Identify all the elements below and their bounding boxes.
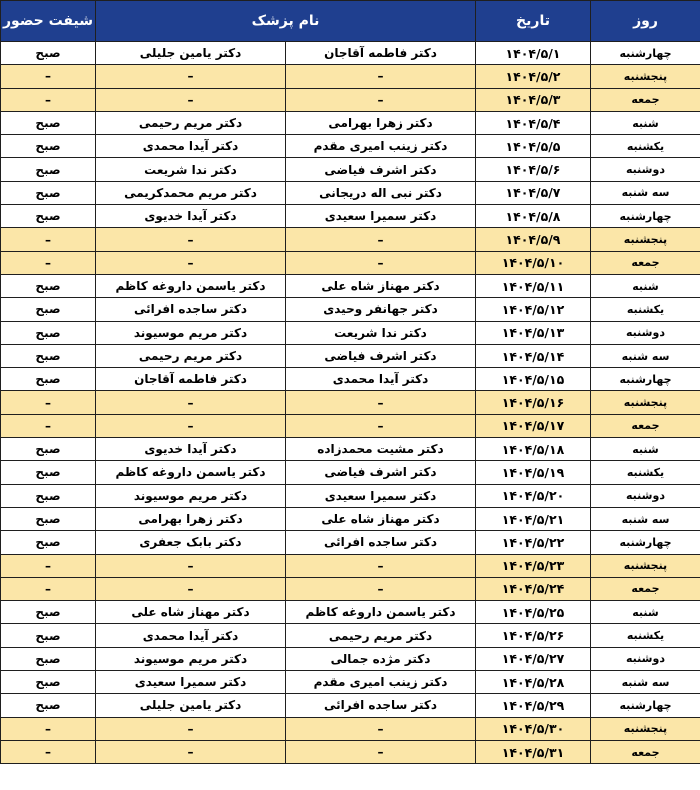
- shift-cell: صبح: [1, 647, 96, 670]
- day-cell: دوشنبه: [591, 484, 700, 507]
- shift-cell: –: [1, 577, 96, 600]
- shift-cell: صبح: [1, 694, 96, 717]
- table-row: [1, 274, 700, 297]
- shift-cell: –: [1, 228, 96, 251]
- header-date: تاریخ: [476, 1, 591, 42]
- doctor-secondary-cell: دکتر مریم محمدکریمی: [96, 181, 286, 204]
- day-cell: پنجشنبه: [591, 717, 700, 740]
- table-row: [1, 671, 700, 694]
- doctor-secondary-cell: –: [96, 251, 286, 274]
- doctor-primary-cell: دکتر مریم رحیمی: [286, 624, 476, 647]
- day-cell: جمعه: [591, 577, 700, 600]
- date-cell: ۱۴۰۴/۵/۱۶: [476, 391, 591, 414]
- day-cell: سه شنبه: [591, 671, 700, 694]
- table-row: [1, 717, 700, 740]
- doctor-primary-cell: –: [286, 717, 476, 740]
- shift-cell: صبح: [1, 42, 96, 65]
- shift-cell: –: [1, 414, 96, 437]
- day-cell: پنجشنبه: [591, 65, 700, 88]
- table-row: [1, 135, 700, 158]
- doctor-secondary-cell: –: [96, 65, 286, 88]
- date-cell: ۱۴۰۴/۵/۱۱: [476, 274, 591, 297]
- table-row: [1, 531, 700, 554]
- doctor-secondary-cell: –: [96, 577, 286, 600]
- date-cell: ۱۴۰۴/۵/۱: [476, 42, 591, 65]
- date-cell: ۱۴۰۴/۵/۳۰: [476, 717, 591, 740]
- day-cell: جمعه: [591, 88, 700, 111]
- date-cell: ۱۴۰۴/۵/۱۸: [476, 438, 591, 461]
- shift-cell: صبح: [1, 274, 96, 297]
- date-cell: ۱۴۰۴/۵/۶: [476, 158, 591, 181]
- doctor-secondary-cell: –: [96, 740, 286, 763]
- doctor-secondary-cell: –: [96, 228, 286, 251]
- doctor-primary-cell: –: [286, 554, 476, 577]
- doctor-secondary-cell: دکتر مریم موسیوند: [96, 647, 286, 670]
- table-row: [1, 111, 700, 134]
- doctor-secondary-cell: دکتر مریم رحیمی: [96, 344, 286, 367]
- table-row: [1, 438, 700, 461]
- header-shift: شیفت حضور: [1, 1, 96, 42]
- shift-cell: صبح: [1, 321, 96, 344]
- doctor-secondary-cell: دکتر مریم رحیمی: [96, 111, 286, 134]
- doctor-primary-cell: دکتر سمیرا سعیدی: [286, 484, 476, 507]
- day-cell: دوشنبه: [591, 321, 700, 344]
- doctor-primary-cell: دکتر یاسمن داروغه کاظم: [286, 601, 476, 624]
- table-row: [1, 554, 700, 577]
- doctor-primary-cell: –: [286, 65, 476, 88]
- date-cell: ۱۴۰۴/۵/۹: [476, 228, 591, 251]
- table-row: [1, 507, 700, 530]
- doctor-primary-cell: دکتر ساجده افرائی: [286, 531, 476, 554]
- shift-cell: –: [1, 251, 96, 274]
- day-cell: سه شنبه: [591, 344, 700, 367]
- table-row: [1, 601, 700, 624]
- day-cell: جمعه: [591, 740, 700, 763]
- doctor-secondary-cell: دکتر مریم موسیوند: [96, 484, 286, 507]
- date-cell: ۱۴۰۴/۵/۱۴: [476, 344, 591, 367]
- doctor-secondary-cell: دکتر یامین جلیلی: [96, 694, 286, 717]
- date-cell: ۱۴۰۴/۵/۱۰: [476, 251, 591, 274]
- doctor-secondary-cell: دکتر فاطمه آقاجان: [96, 368, 286, 391]
- table-row: [1, 344, 700, 367]
- shift-cell: صبح: [1, 158, 96, 181]
- doctor-primary-cell: –: [286, 228, 476, 251]
- table-row: [1, 461, 700, 484]
- table-row: [1, 158, 700, 181]
- table-row: [1, 368, 700, 391]
- day-cell: دوشنبه: [591, 647, 700, 670]
- doctor-primary-cell: دکتر مشیت محمدزاده: [286, 438, 476, 461]
- shift-cell: صبح: [1, 671, 96, 694]
- date-cell: ۱۴۰۴/۵/۲۶: [476, 624, 591, 647]
- date-cell: ۱۴۰۴/۵/۲۹: [476, 694, 591, 717]
- doctor-secondary-cell: دکتر یامین جلیلی: [96, 42, 286, 65]
- shift-cell: –: [1, 391, 96, 414]
- doctor-primary-cell: دکتر ندا شریعت: [286, 321, 476, 344]
- day-cell: چهارشنبه: [591, 531, 700, 554]
- shift-cell: صبح: [1, 344, 96, 367]
- day-cell: جمعه: [591, 251, 700, 274]
- date-cell: ۱۴۰۴/۵/۲۰: [476, 484, 591, 507]
- day-cell: شنبه: [591, 111, 700, 134]
- date-cell: ۱۴۰۴/۵/۲۴: [476, 577, 591, 600]
- doctor-primary-cell: دکتر اشرف فیاضی: [286, 158, 476, 181]
- table-row: [1, 42, 700, 65]
- day-cell: چهارشنبه: [591, 694, 700, 717]
- table-row: [1, 65, 700, 88]
- shift-cell: –: [1, 740, 96, 763]
- doctor-primary-cell: دکتر اشرف فیاضی: [286, 344, 476, 367]
- day-cell: چهارشنبه: [591, 42, 700, 65]
- date-cell: ۱۴۰۴/۵/۱۹: [476, 461, 591, 484]
- date-cell: ۱۴۰۴/۵/۲۳: [476, 554, 591, 577]
- doctor-primary-cell: دکتر زینب امیری مقدم: [286, 671, 476, 694]
- doctor-secondary-cell: –: [96, 717, 286, 740]
- doctor-primary-cell: –: [286, 88, 476, 111]
- day-cell: سه شنبه: [591, 507, 700, 530]
- header-row: [1, 1, 700, 42]
- doctor-primary-cell: دکتر مهناز شاه علی: [286, 507, 476, 530]
- shift-cell: صبح: [1, 601, 96, 624]
- day-cell: یکشنبه: [591, 135, 700, 158]
- doctor-secondary-cell: دکتر ساجده افرائی: [96, 298, 286, 321]
- doctor-secondary-cell: دکتر مریم موسیوند: [96, 321, 286, 344]
- doctor-secondary-cell: دکتر بابک جعفری: [96, 531, 286, 554]
- shift-cell: صبح: [1, 111, 96, 134]
- shift-cell: صبح: [1, 531, 96, 554]
- day-cell: شنبه: [591, 601, 700, 624]
- doctor-primary-cell: دکتر فاطمه آقاجان: [286, 42, 476, 65]
- day-cell: پنجشنبه: [591, 391, 700, 414]
- table-header: [1, 1, 700, 42]
- doctor-secondary-cell: دکتر یاسمن داروغه کاظم: [96, 274, 286, 297]
- doctor-secondary-cell: –: [96, 88, 286, 111]
- doctor-secondary-cell: دکتر یاسمن داروغه کاظم: [96, 461, 286, 484]
- table-row: [1, 624, 700, 647]
- day-cell: چهارشنبه: [591, 368, 700, 391]
- date-cell: ۱۴۰۴/۵/۳: [476, 88, 591, 111]
- day-cell: سه شنبه: [591, 181, 700, 204]
- table-row: [1, 414, 700, 437]
- doctor-secondary-cell: –: [96, 414, 286, 437]
- date-cell: ۱۴۰۴/۵/۳۱: [476, 740, 591, 763]
- table-body: [1, 42, 700, 764]
- doctor-primary-cell: دکتر ساجده افرائی: [286, 694, 476, 717]
- date-cell: ۱۴۰۴/۵/۲۵: [476, 601, 591, 624]
- table-row: [1, 88, 700, 111]
- doctor-secondary-cell: دکتر زهرا بهرامی: [96, 507, 286, 530]
- day-cell: پنجشنبه: [591, 554, 700, 577]
- date-cell: ۱۴۰۴/۵/۲۸: [476, 671, 591, 694]
- table-row: [1, 251, 700, 274]
- doctor-secondary-cell: دکتر آیدا خدیوی: [96, 205, 286, 228]
- doctor-secondary-cell: دکتر سمیرا سعیدی: [96, 671, 286, 694]
- date-cell: ۱۴۰۴/۵/۲۱: [476, 507, 591, 530]
- doctor-primary-cell: –: [286, 391, 476, 414]
- shift-cell: –: [1, 88, 96, 111]
- doctor-secondary-cell: دکتر ندا شریعت: [96, 158, 286, 181]
- shift-cell: صبح: [1, 624, 96, 647]
- doctor-secondary-cell: –: [96, 391, 286, 414]
- day-cell: جمعه: [591, 414, 700, 437]
- table-row: [1, 740, 700, 763]
- table-row: [1, 298, 700, 321]
- doctor-primary-cell: –: [286, 414, 476, 437]
- date-cell: ۱۴۰۴/۵/۱۳: [476, 321, 591, 344]
- date-cell: ۱۴۰۴/۵/۲۷: [476, 647, 591, 670]
- date-cell: ۱۴۰۴/۵/۱۵: [476, 368, 591, 391]
- day-cell: چهارشنبه: [591, 205, 700, 228]
- table-row: [1, 205, 700, 228]
- doctor-secondary-cell: دکتر آیدا محمدی: [96, 624, 286, 647]
- shift-cell: –: [1, 717, 96, 740]
- shift-cell: صبح: [1, 298, 96, 321]
- doctor-primary-cell: دکتر مهناز شاه علی: [286, 274, 476, 297]
- shift-cell: صبح: [1, 135, 96, 158]
- date-cell: ۱۴۰۴/۵/۴: [476, 111, 591, 134]
- doctor-primary-cell: دکتر سمیرا سعیدی: [286, 205, 476, 228]
- doctor-primary-cell: دکتر زهرا بهرامی: [286, 111, 476, 134]
- shift-cell: –: [1, 554, 96, 577]
- table-row: [1, 694, 700, 717]
- day-cell: یکشنبه: [591, 461, 700, 484]
- date-cell: ۱۴۰۴/۵/۱۲: [476, 298, 591, 321]
- table-row: [1, 321, 700, 344]
- shift-cell: صبح: [1, 507, 96, 530]
- day-cell: دوشنبه: [591, 158, 700, 181]
- doctor-secondary-cell: دکتر مهناز شاه علی: [96, 601, 286, 624]
- date-cell: ۱۴۰۴/۵/۵: [476, 135, 591, 158]
- doctor-primary-cell: –: [286, 577, 476, 600]
- shift-cell: صبح: [1, 205, 96, 228]
- header-doctor-name: نام پزشک: [96, 1, 476, 42]
- doctor-primary-cell: دکتر جهانفر وحیدی: [286, 298, 476, 321]
- shift-cell: –: [1, 65, 96, 88]
- doctor-primary-cell: دکتر زینب امیری مقدم: [286, 135, 476, 158]
- day-cell: یکشنبه: [591, 624, 700, 647]
- date-cell: ۱۴۰۴/۵/۸: [476, 205, 591, 228]
- doctor-primary-cell: دکتر آیدا محمدی: [286, 368, 476, 391]
- table-row: [1, 391, 700, 414]
- doctor-secondary-cell: –: [96, 554, 286, 577]
- doctor-secondary-cell: دکتر آیدا محمدی: [96, 135, 286, 158]
- table-row: [1, 647, 700, 670]
- day-cell: شنبه: [591, 438, 700, 461]
- day-cell: شنبه: [591, 274, 700, 297]
- doctor-primary-cell: دکتر اشرف فیاضی: [286, 461, 476, 484]
- date-cell: ۱۴۰۴/۵/۲: [476, 65, 591, 88]
- header-day: روز: [591, 1, 700, 42]
- day-cell: یکشنبه: [591, 298, 700, 321]
- doctor-primary-cell: –: [286, 251, 476, 274]
- shift-cell: صبح: [1, 484, 96, 507]
- date-cell: ۱۴۰۴/۵/۲۲: [476, 531, 591, 554]
- table-row: [1, 577, 700, 600]
- doctor-secondary-cell: دکتر آیدا خدیوی: [96, 438, 286, 461]
- table-row: [1, 484, 700, 507]
- shift-cell: صبح: [1, 368, 96, 391]
- date-cell: ۱۴۰۴/۵/۷: [476, 181, 591, 204]
- table-row: [1, 228, 700, 251]
- shift-cell: صبح: [1, 461, 96, 484]
- doctor-primary-cell: دکتر نبی اله دریجانی: [286, 181, 476, 204]
- doctor-primary-cell: –: [286, 740, 476, 763]
- date-cell: ۱۴۰۴/۵/۱۷: [476, 414, 591, 437]
- table-row: [1, 181, 700, 204]
- doctor-primary-cell: دکتر مژده جمالی: [286, 647, 476, 670]
- day-cell: پنجشنبه: [591, 228, 700, 251]
- shift-cell: صبح: [1, 438, 96, 461]
- shift-cell: صبح: [1, 181, 96, 204]
